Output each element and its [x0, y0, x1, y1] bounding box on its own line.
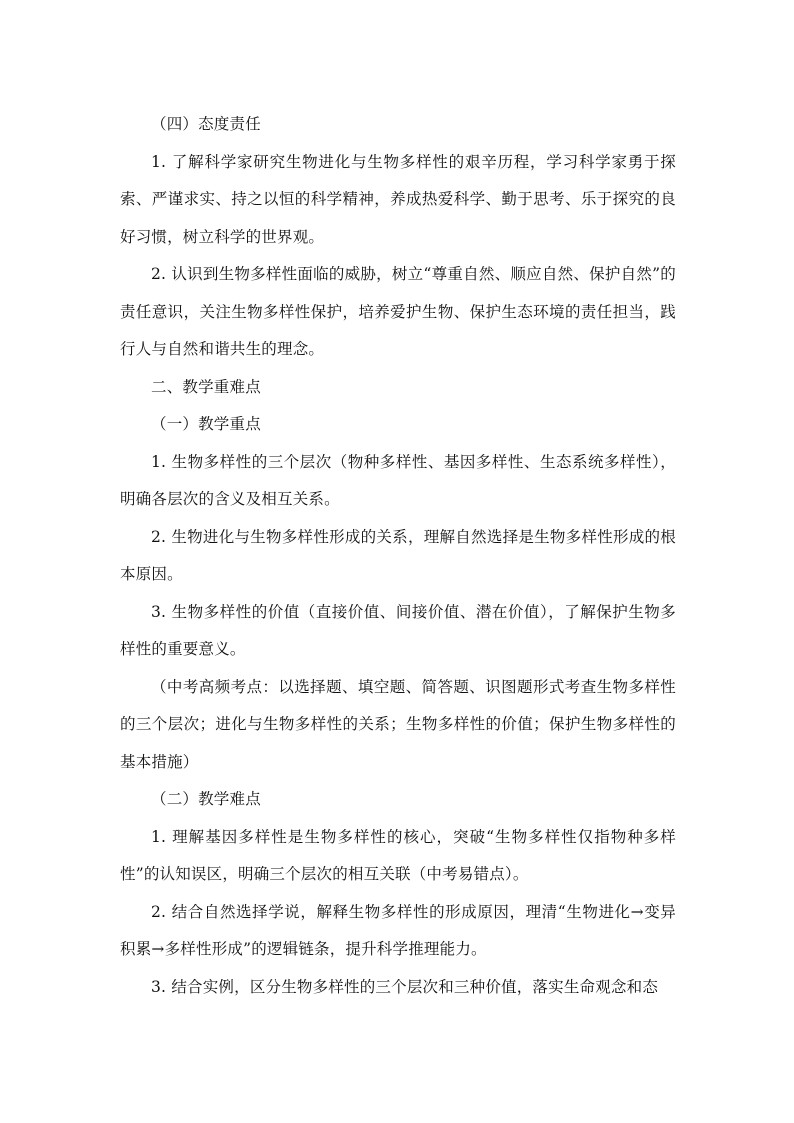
section-heading-teaching-key-difficult-points: 二、教学重难点 — [151, 377, 261, 396]
subheading-teaching-key-points: （一）教学重点 — [151, 415, 261, 433]
paragraph-difficult-point-3: 3. 结合实例，区分生物多样性的三个层次和三种价值，落实生命观念和态 — [151, 977, 659, 996]
paragraph-attitude-1: 1. 了解科学家研究生物进化与生物多样性的艰辛历程，学习科学家勇于探索、严谨求实、持之以恒的科学精神，养成热爱科学、勤于思考、乐于探究的良好习惯，树立科学的世界观。 — [120, 152, 676, 246]
paragraph-key-point-1: 1. 生物多样性的三个层次（物种多样性、基因多样性、生态系统多样性），明确各层次的含义及相互关系。 — [120, 452, 676, 508]
paragraph-key-point-2: 2. 生物进化与生物多样性形成的关系，理解自然选择是生物多样性形成的根本原因。 — [120, 527, 676, 583]
section-heading-attitude-responsibility: （四）态度责任 — [151, 115, 261, 133]
paragraph-difficult-point-1: 1. 理解基因多样性是生物多样性的核心，突破“生物多样性仅指物种多样性”的认知误区，明确三个层次的相互关联（中考易错点）。 — [120, 827, 676, 883]
paragraph-difficult-point-2: 2. 结合自然选择学说，解释生物多样性的形成原因，理清“生物进化→变异积累→多样性形成”的逻辑链条，提升科学推理能力。 — [120, 902, 676, 958]
subheading-teaching-difficult-points: （二）教学难点 — [151, 790, 261, 808]
paragraph-key-point-3: 3. 生物多样性的价值（直接价值、间接价值、潜在价值），了解保护生物多样性的重要意义。 — [120, 602, 676, 658]
paragraph-attitude-2: 2. 认识到生物多样性面临的威胁，树立“尊重自然、顺应自然、保护自然”的责任意识，关注生物多样性保护，培养爱护生物、保护生态环境的责任担当，践行人与自然和谐共生的理念。 — [120, 265, 676, 358]
paragraph-exam-note: （中考高频考点：以选择题、填空题、简答题、识图题形式考查生物多样性的三个层次；进化与生物多样性的关系；生物多样性的价值；保护生物多样性的基本措施） — [120, 677, 676, 771]
document-body — [120, 106, 676, 1006]
